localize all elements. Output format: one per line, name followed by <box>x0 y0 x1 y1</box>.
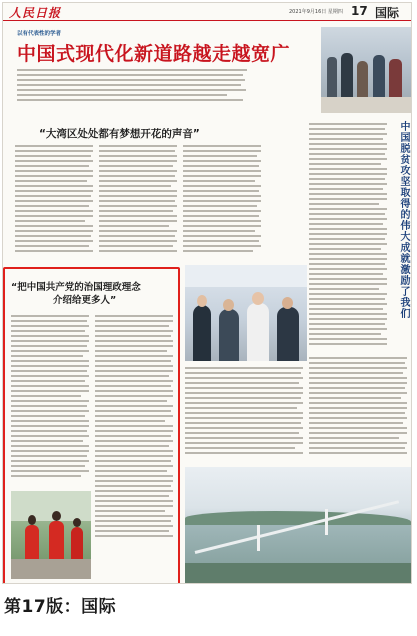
bay-area-text-col3 <box>183 143 263 259</box>
article-title-cpc-line2: 介绍给更多人” <box>53 295 117 306</box>
cpc-text-col1 <box>11 313 91 483</box>
issue-date: 2021年9月16日 星期四 <box>289 9 343 15</box>
page-headline: 中国式现代化新道路越走越宽广 <box>17 43 291 65</box>
bridge-photo <box>185 467 411 583</box>
article-title-cpc-line1: “把中国共产党的治国理政理念 <box>11 282 141 293</box>
kicker: 以有代表性的学者 <box>17 31 62 37</box>
runners-photo <box>11 491 91 579</box>
article-title-bay-area: “大湾区处处都有梦想开花的声音” <box>39 128 200 140</box>
bay-area-text-col2 <box>99 143 179 259</box>
newspaper-logo: 人民日报 <box>9 6 62 20</box>
article-title-poverty: 中国脱贫攻坚取得的伟大成就激励了我们 <box>398 121 409 319</box>
section-name: 国际 <box>375 6 400 20</box>
masthead <box>3 3 412 21</box>
page-number: 17 <box>351 4 368 18</box>
cpc-text-col2 <box>95 313 175 543</box>
intro-text-block <box>17 67 307 109</box>
middle-text <box>185 365 305 465</box>
newspaper-page <box>2 2 412 584</box>
poverty-text <box>309 121 389 351</box>
page-label: 第17版：国际 <box>4 597 117 617</box>
highlighted-article-frame[interactable] <box>3 267 180 584</box>
summit-photo <box>185 265 307 361</box>
poverty-text-lower <box>309 355 409 465</box>
expo-photo <box>321 27 411 113</box>
